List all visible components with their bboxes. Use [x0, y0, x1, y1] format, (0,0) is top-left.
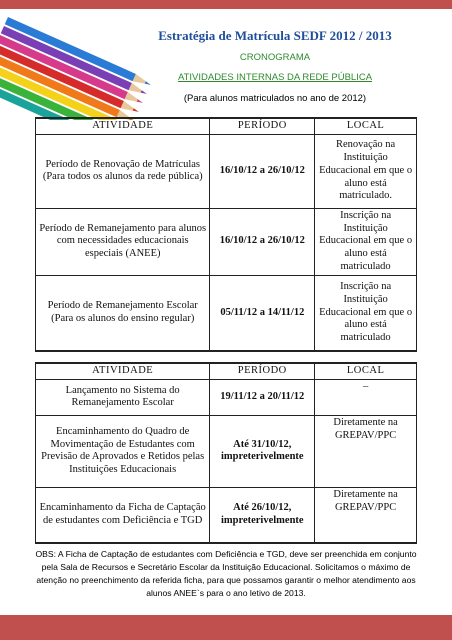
observation-label: OBS: [35, 549, 56, 559]
schedule-table-2 [35, 362, 417, 544]
table-header-row [36, 118, 417, 134]
activity-cell: Período de Remanejamento para alunos com necessidades educacionais especiais (ANEE) [36, 208, 210, 275]
period-cell: 16/10/12 a 26/10/12 [210, 134, 315, 208]
page-title: Estratégia de Matrícula SEDF 2012 / 2013 [158, 28, 392, 43]
location-cell: Inscrição na Instituição Educacional em que o aluno está matriculado [315, 275, 417, 351]
activity-cell: Lançamento no Sistema do Remanejamento Escolar [36, 379, 210, 415]
column-header: PERÍODO [210, 363, 315, 379]
table-row [36, 275, 417, 351]
schedule-table-1 [35, 117, 417, 352]
column-header: ATIVIDADE [36, 118, 210, 134]
location-cell: – [315, 379, 417, 415]
column-header: LOCAL [315, 363, 417, 379]
bottom-border-bar [0, 615, 452, 640]
period-cell: 19/11/12 a 20/11/12 [210, 379, 315, 415]
observation-note [30, 548, 422, 600]
section-heading: ATIVIDADES INTERNAS DA REDE PÚBLICA [177, 72, 373, 83]
activity-cell: Período de Renovação de Matrículas (Para todos os alunos da rede pública) [36, 134, 210, 208]
schedule-heading: CRONOGRAMA [239, 52, 311, 63]
activity-cell: Encaminhamento da Ficha de Captação de estudantes com Deficiência e TGD [36, 487, 210, 543]
location-cell: Renovação na Instituição Educacional em que o aluno está matriculado. [315, 134, 417, 208]
table-row [36, 379, 417, 415]
activity-cell: Encaminhamento do Quadro de Movimentação de Estudantes com Previsão de Aprovados e Retidos pelas Instituições Educacionais [36, 415, 210, 487]
table-row [36, 487, 417, 543]
column-header: PERÍODO [210, 118, 315, 134]
table-header-row [36, 363, 417, 379]
period-cell: Até 31/10/12, impreterivelmente [210, 415, 315, 487]
period-cell: Até 26/10/12, impreterivelmente [210, 487, 315, 543]
colored-pencils-illustration [0, 12, 175, 120]
activity-cell: Período de Remanejamento Escolar (Para os alunos do ensino regular) [36, 275, 210, 351]
column-header: LOCAL [315, 118, 417, 134]
audience-note: (Para alunos matriculados no ano de 2012) [183, 93, 367, 104]
table-row [36, 134, 417, 208]
top-border-bar [0, 0, 452, 9]
period-cell: 05/11/12 a 14/11/12 [210, 275, 315, 351]
period-cell: 16/10/12 a 26/10/12 [210, 208, 315, 275]
observation-text: A Ficha de Captação de estudantes com Deficiência e TGD, deve ser preenchida em conjunto pela Sala de Recursos e Secretário Escolar da Instituição Educacional. Solicitamos o máximo de atenção no preenchimento da referida ficha, para que possamos garantir o melhor atendimento aos alunos ANEE`s para o ano letivo de 2013. [36, 549, 417, 598]
location-cell: Diretamente na GREPAV/PPC [315, 415, 417, 487]
table-row [36, 415, 417, 487]
location-cell: Inscrição na Instituição Educacional em que o aluno está matriculado [315, 208, 417, 275]
column-header: ATIVIDADE [36, 363, 210, 379]
location-cell: Diretamente na GREPAV/PPC [315, 487, 417, 543]
table-row [36, 208, 417, 275]
